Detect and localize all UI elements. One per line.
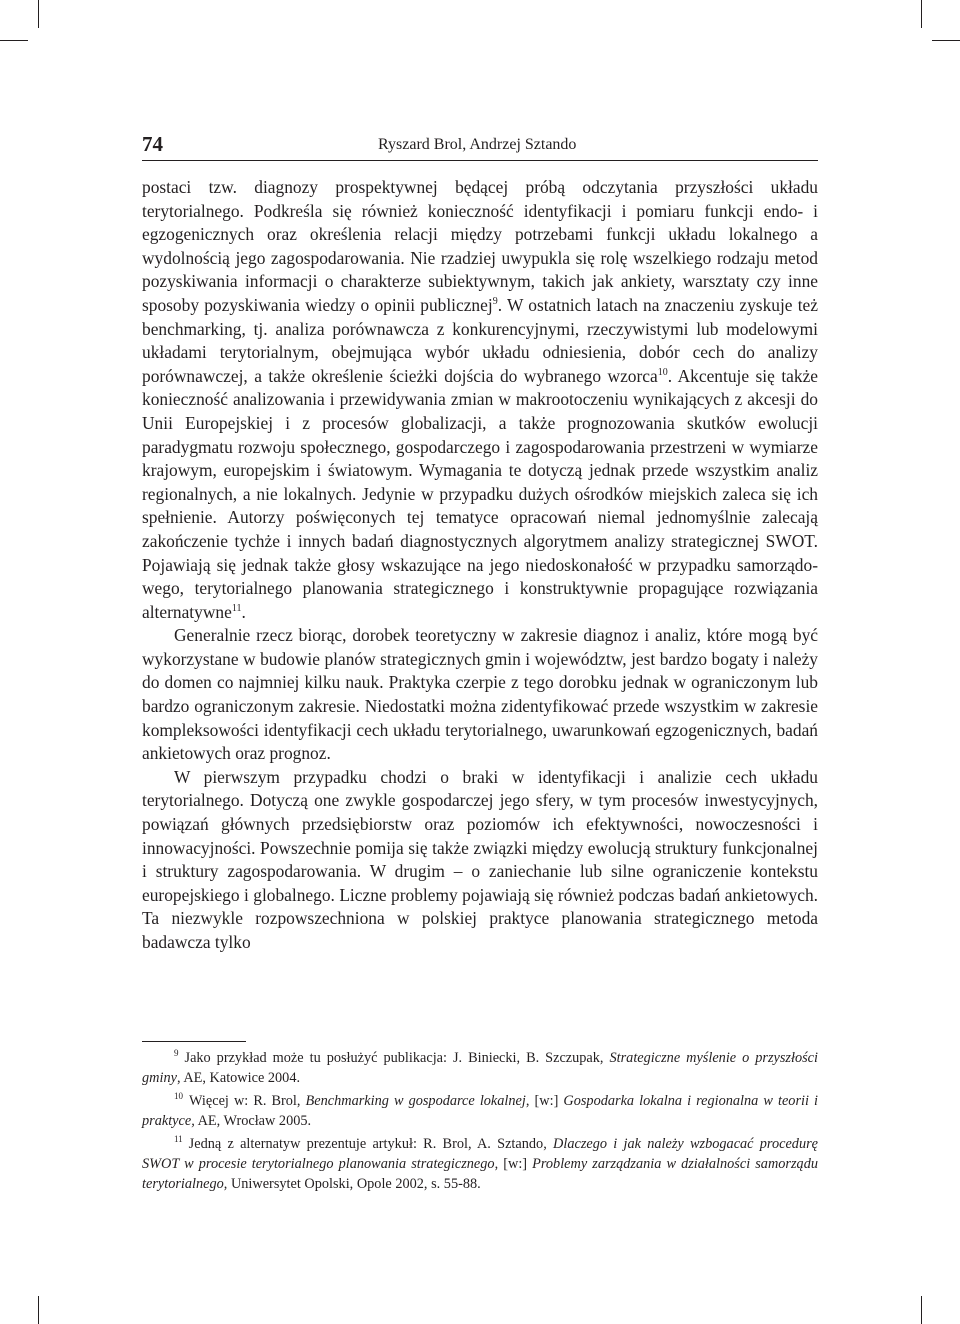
footnote-book-title: Gospodarka lokalna i regionalna w teorii i praktyce, (142, 1092, 818, 1130)
body-text (142, 176, 818, 955)
paragraph-3: W pierwszym przypadku chodzi o braki w identyfikacji i analizie cech układu terytorialnego. Dotyczą one zwykle gospodarczej jego sfery, w tym procesów inwestycyjnych, powiązań głównych przedsiębiorstw oraz poziomów ich efektywności, nowoczesności i innowacyjności. Powszechnie pomija się także związki między ewolucją struktury funkcjonalnej i struktury zagospodarowania. W drugim – o zaniechanie lub silne ograniczenie kontekstu europejskiego i globalnego. Liczne problemy pojawiają się również podczas badań ankietowych. Ta niezwykle rozpowszechniona w polskiej praktyce planowania strategicznego metoda badawcza tylko (142, 766, 818, 952)
footnotes (142, 1048, 818, 1197)
footnote-publisher: AE, Wrocław 2005. (194, 1113, 312, 1130)
footnote-publisher: , AE, Katowice 2004. (176, 1070, 301, 1087)
footnote-title: Dlaczego i jak należy wzbogacać procedurę SWOT w procesie terytorialnego planowania strategicznego (142, 1135, 819, 1173)
paragraph-2: Generalnie rzecz biorąc, dorobek teoretyczny w zakresie diagnoz i analiz, które mogą być wykorzystane w budowie planów strategicznych gmin i województw, jest bardzo bogaty i należy do domen co najmniej kilku nauk. Praktyka czerpie z tego dorobku jednak w ograniczonym lub bardzo ograniczonym zakresie. Niedostatki można zidentyfikować przede wszystkim w zakresie kompleksowości identyfikacji cech układu terytorialnego, uwarunkowań egzogenicznych, badań ankietowych oraz prognoz. (142, 625, 818, 764)
footnote-publisher: , Uniwersytet Opolski, Opole 2002, s. 55-88. (223, 1176, 481, 1193)
footnote-ref-11: 11 (231, 602, 242, 614)
footnote-separator (142, 1041, 246, 1042)
footnote-in: , [w:] (525, 1092, 564, 1109)
footnote-in: , [w:] (494, 1156, 533, 1173)
paragraph-1 (142, 176, 818, 624)
page-number: 74 (142, 132, 163, 156)
footnote-text: Więcej w: R. Brol, (189, 1092, 306, 1109)
crop-mark-top-right-v (921, 0, 922, 28)
footnote-ref-10: 10 (657, 366, 668, 378)
footnote-text: Jako przykład może tu posłużyć publikacja: J. Biniecki, B. Szczupak, (184, 1050, 610, 1066)
crop-mark-bottom-left-v (38, 1296, 39, 1324)
footnote-mark: 9 (174, 1048, 179, 1059)
paragraph-1-part-c: . Akcentuje się także konieczność analizowania i przewidywania zmian w makrootoczeniu wynikających z akcesji do Unii Europejskiej i z procesów globalizacji, a także prognozowania skutków ewolucji paradygmatu rozwoju społecznego, gospodarczego i zagospodarowania przestrzeni w wymiarze krajowym, europejskim i światowym. Wymagania te dotyczą jednak przede wszystkim analiz regionalnych, a nie lokalnych. Jedynie w przypadku dużych ośrodków miejskich zaleca się ich spełnienie. Autorzy poświęconych tej tematyce opracowań niemal jednomyślnie zalecają zakończenie tychże i innych badań diagnostycznych algorytmem analizy strategicznej SWOT. Pojawiają się jednak także głosy wskazujące na jego niedoskonałość w przypadku samorządowego, terytorialnego planowania strategicznego i konstruktywnie propagujące rozwiązania alternatywne (142, 365, 819, 622)
crop-mark-top-left-h (0, 40, 28, 41)
paragraph-1-part-d: . (241, 601, 246, 622)
footnote-9 (142, 1048, 818, 1089)
footnote-book-title: Problemy zarządzania w działalności samorządu terytorialnego (142, 1156, 818, 1193)
footnote-text: Jedną z alternatyw prezentuje artykuł: R. Brol, A. Sztando, (188, 1135, 554, 1152)
footnote-mark: 10 (174, 1091, 183, 1102)
footnote-11 (142, 1134, 818, 1195)
footnote-title: Benchmarking w gospodarce lokalnej (305, 1092, 526, 1109)
running-head-authors: Ryszard Brol, Andrzej Sztando (378, 136, 577, 153)
crop-mark-bottom-right-v (921, 1296, 922, 1324)
footnote-mark: 11 (174, 1133, 183, 1144)
paragraph-1-part-b: . W ostatnich latach na znaczeniu zyskuje też benchmarking, tj. analiza porównawcza z konkurencyjnymi, rzeczywistymi lub modelowymi układami terytorialnym, obejmująca wybór układu odniesienia, dobór cech do analizy porównawczej, a także określenie ścieżki dojścia do wybranego wzorca (142, 294, 818, 386)
crop-mark-top-left-v (38, 0, 39, 28)
footnote-10 (142, 1091, 818, 1132)
crop-mark-top-right-h (932, 40, 960, 41)
paragraph-1-part-a: postaci tzw. diagnozy prospektywnej będącej próbą odczytania przyszłości układu terytorialnego. Podkreśla się również konieczność identyfikacji i pomiaru funkcji endo- i egzogenicznych oraz określenia relacji między potrzebami funkcji układu lokalnego a wydolnością jego zagospodarowania. Nie rzadziej uwypukla się rolę wszelkiego rodzaju metod pozyskiwania informacji o charakterze subiektywnym, takich jak ankiety, warsztaty czy inne sposoby pozyskiwania wiedzy o opinii publicznej (142, 177, 818, 315)
footnote-title: Strategiczne myślenie o przyszłości gminy (142, 1050, 818, 1087)
footnote-ref-9: 9 (492, 296, 498, 308)
page-header (142, 130, 818, 161)
